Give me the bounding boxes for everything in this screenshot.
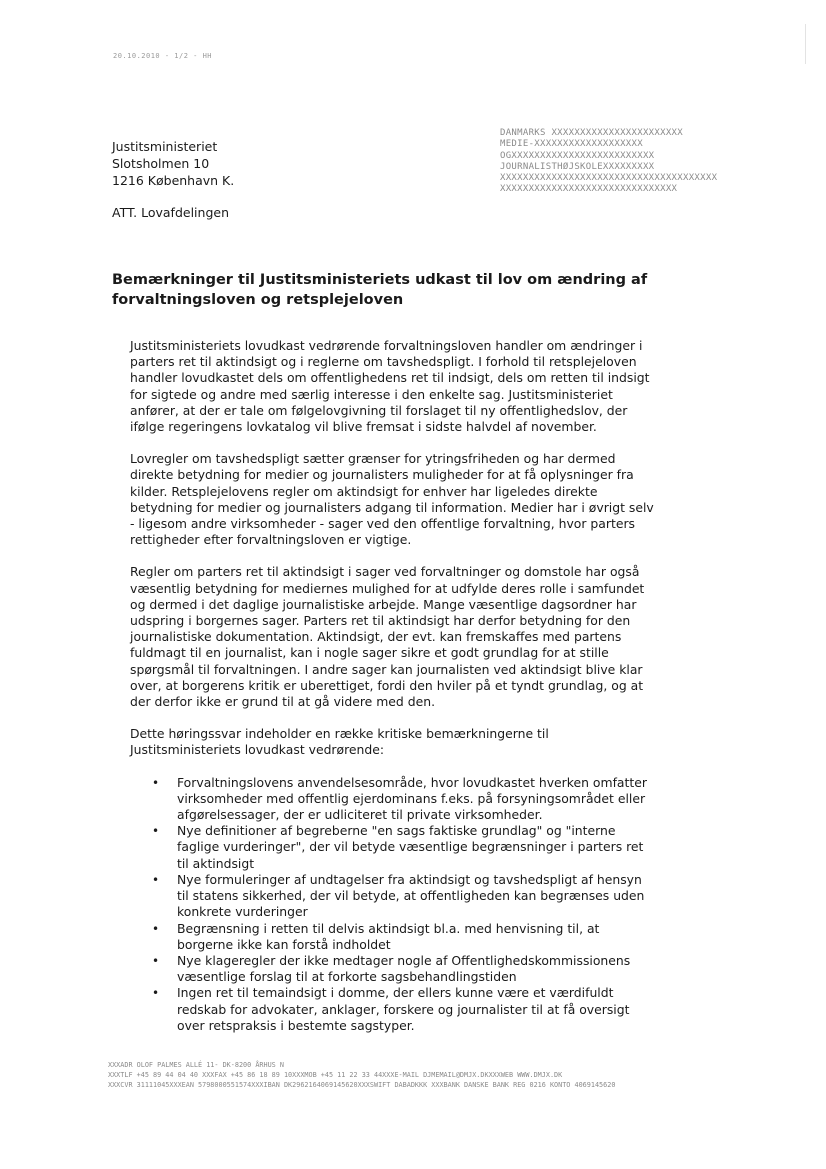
recipient-line: Justitsministeriet [112,139,218,154]
attention-line: ATT. Lovafdelingen [112,205,229,220]
text-line: over retspraksis i bestemte sagstyper. [177,1017,415,1033]
bullet-item [130,775,690,824]
text-line: Begrænsning i retten til delvis aktindsigt bl.a. med henvisning til, at [177,920,600,936]
sender-line: XXXXXXXXXXXXXXXXXXXXXXXXXXXXXXXXXXXXXX [500,173,718,184]
text-line: og dermed i det daglige journalistiske arbejde. Mange væsentlige dagsordner har [130,596,637,612]
received-stamp: 20.10.2010 - 1/2 - HH [113,52,213,60]
text-line: over, at borgerens kritik er uberettiget, fordi den hviler på et tyndt grundlag, og at [130,677,644,693]
text-line: afgørelsessager, der er udliciteret til private virksomheder. [177,807,543,823]
text-line: Regler om parters ret til aktindsigt i sager ved forvaltninger og domstole har også [130,564,640,580]
text-line: Justitsministeriets lovudkast vedrørende: [130,742,385,758]
text-line: til aktindsigt [177,855,255,871]
text-line: virksomheder med offentlig ejerdominans f.eks. på forsyningsområdet eller [177,790,646,806]
bullet-icon: • [152,824,160,839]
document-body [130,338,690,1034]
text-line: Forvaltningslovens anvendelsesområde, hvor lovudkastet hverken omfatter [177,774,647,790]
bullet-icon: • [152,872,160,887]
text-line: rettigheder efter forvaltningsloven er vigtige. [130,532,412,548]
bullet-icon: • [152,953,160,968]
bullet-item [130,872,690,921]
bullet-icon: • [152,775,160,790]
text-line: borgerne ikke kan forstå indholdet [177,936,391,952]
bullet-item [130,953,690,985]
text-line: konkrete vurderinger [177,904,308,920]
sender-letterhead [500,128,717,196]
text-line: væsentlig betydning for mediernes mulighed for at udfylde deres rolle i samfundet [130,580,645,596]
recipient-line: Slotsholmen 10 [112,156,210,171]
text-line: redskab for advokater, anklager, forskere og journalister til at få oversigt [177,1001,630,1017]
text-line: Justitsministeriets lovudkast vedrørende forvaltningsloven handler om ændringer i [130,338,643,353]
text-line: Nye formuleringer af undtagelser fra aktindsigt og tavshedspligt af hensyn [177,871,642,887]
recipient-line: 1216 København K. [112,173,235,188]
text-line: parters ret til aktindsigt og i reglerne om tavshedspligt. I forhold til retsplejeloven [130,354,637,370]
sender-line: MEDIE-XXXXXXXXXXXXXXXXXXX [500,139,643,150]
paragraph [130,564,690,710]
text-line: fuldmagt til en journalist, kan i nogle sager sikre et godt grundlag for at stille [130,645,609,661]
text-line: væsentlige forslag til at forkorte sagsbehandlingstiden [177,969,517,985]
text-line: der derfor ikke er grund til at gå videre med den. [130,694,436,710]
text-line: Nye definitioner af begreberne "en sags faktiske grundlag" og "interne [177,823,616,839]
sender-line: OGXXXXXXXXXXXXXXXXXXXXXXXXX [500,150,655,161]
text-line: ifølge regeringens lovkatalog vil blive fremsat i sidste halvdel af november. [130,419,597,435]
text-line: for sigtede og andre med særlig interesse i den enkelte sag. Justitsministeriet [130,386,613,402]
text-line: kilder. Retsplejelovens regler om aktindsigt for enhver har ligeledes direkte [130,483,598,499]
bullet-icon: • [152,921,160,936]
bullet-icon: • [152,986,160,1001]
letterhead-footer [108,1060,615,1090]
footer-line: XXXADR OLOF PALMES ALLÉ 11- DK-8200 ÅRHUS N [108,1061,284,1069]
text-line: betydning for medier og journalisters adgang til information. Medier har i øvrigt selv [130,499,654,515]
title-line: Bemærkninger til Justitsministeriets udkast til lov om ændring af [112,272,648,288]
text-line: Lovregler om tavshedspligt sætter grænser for ytringsfriheden og har dermed [130,451,616,467]
recipient-address [112,138,234,189]
sender-line: DANMARKS XXXXXXXXXXXXXXXXXXXXXXX [500,128,683,138]
text-line: handler lovudkastet dels om offentlighedens ret til indsigt, dels om retten til indsigt [130,370,650,386]
bullet-item [130,921,690,953]
scan-edge-mark [799,24,806,64]
document-title [112,270,672,310]
text-line: - ligesom andre virksomheder - sager ved den offentlige forvaltning, hvor parters [130,516,635,532]
text-line: spørgsmål til forvaltningen. I andre sager kan journalisten ved aktindsigt blive klar [130,661,643,677]
paragraph [130,451,690,548]
bullet-list [130,775,690,1034]
text-line: direkte betydning for medier og journalisters muligheder for at få oplysninger fra [130,467,634,483]
sender-line: XXXXXXXXXXXXXXXXXXXXXXXXXXXXXXX [500,184,678,195]
bullet-item [130,985,690,1034]
text-line: Nye klageregler der ikke medtager nogle af Offentlighedskommissionens [177,952,631,968]
text-line: anfører, at der er tale om følgelovgivning til forslaget til ny offentlighedslov, der [130,402,628,418]
sender-line: JOURNALISTHØJSKOLEXXXXXXXXX [500,161,655,172]
text-line: Dette høringssvar indeholder en række kritiske bemærkningerne til [130,726,549,742]
text-line: udspring i borgernes sager. Parters ret til aktindsigt har derfor betydning for den [130,613,631,629]
footer-line: XXXTLF +45 89 44 04 40 XXXFAX +45 86 18 89 10XXXMOB +45 11 22 33 44XXXE-MAIL DJMEMAIL@DMJX.DKXXXWEB WWW.DMJX.DK [108,1071,563,1079]
text-line: faglige vurderinger", der vil betyde væsentlige begrænsninger i parters ret [177,839,644,855]
text-line: Ingen ret til temaindsigt i domme, der ellers kunne være et værdifuldt [177,985,614,1001]
bullet-item [130,823,690,872]
title-line: forvaltningsloven og retsplejeloven [112,292,404,308]
footer-line: XXXCVR 31111045XXXEAN 5798000551574XXXIBAN DK2962164069145620XXXSWIFT DABADKKK XXXBANK DANSKE BANK REG 0216 KONTO 4069145620 [108,1081,616,1089]
paragraph [130,338,690,435]
text-line: til statens sikkerhed, der vil betyde, at offentligheden kan begrænses uden [177,888,645,904]
paragraph [130,726,690,758]
text-line: journalistiske dokumentation. Aktindsigt, der evt. kan fremskaffes med partens [130,629,622,645]
